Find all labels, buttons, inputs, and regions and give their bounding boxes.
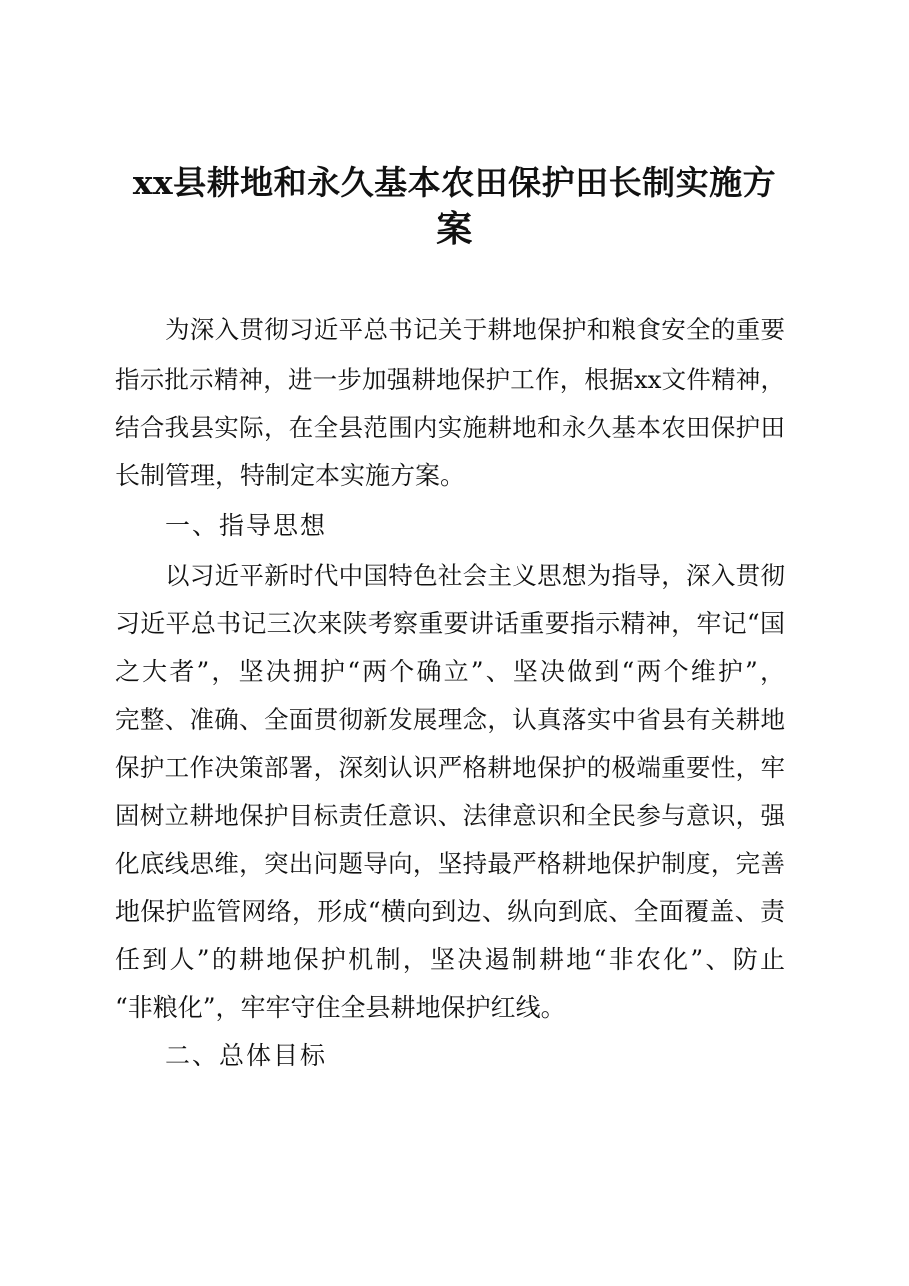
title-line-1: xx县耕地和永久基本农田保护田长制实施方	[132, 163, 777, 202]
section1-line-3: 之大者”，坚决拥护“两个确立”、坚决做到“两个维护”，	[115, 657, 785, 686]
title-line-2: 案	[436, 208, 473, 250]
section1-line-4: 完整、准确、全面贯彻新发展理念，认真落实中省县有关耕地	[115, 705, 785, 734]
section1-line-7: 化底线思维，突出问题导向，坚持最严格耕地保护制度，完善	[115, 849, 785, 878]
section1-line-5: 保护工作决策部署，深刻认识严格耕地保护的极端重要性，牢	[115, 753, 785, 782]
section1-line-6: 固树立耕地保护目标责任意识、法律意识和全民参与意识，强	[115, 801, 785, 830]
section1-line-8: 地保护监管网络，形成“横向到边、纵向到底、全面覆盖、责	[115, 897, 785, 926]
intro-line-1: 为深入贯彻习近平总书记关于耕地保护和粮食安全的重要	[165, 315, 785, 344]
document-title	[130, 160, 779, 252]
section1-line-9: 任到人”的耕地保护机制，坚决遏制耕地“非农化”、防止	[115, 945, 785, 974]
intro-line-4: 长制管理，特制定本实施方案。	[115, 461, 466, 490]
intro-line-2: 指示批示精神，进一步加强耕地保护工作，根据xx文件精神，	[115, 365, 785, 394]
section-heading-overall-goal: 二、总体目标	[165, 1041, 328, 1070]
intro-line-3: 结合我县实际，在全县范围内实施耕地和永久基本农田保护田	[115, 413, 785, 442]
section-heading-guiding-ideology: 一、指导思想	[165, 511, 328, 540]
section1-line-2: 习近平总书记三次来陕考察重要讲话重要指示精神，牢记“国	[115, 609, 785, 638]
section1-line-10: “非粮化”，牢牢守住全县耕地保护红线。	[115, 993, 566, 1022]
section1-line-1: 以习近平新时代中国特色社会主义思想为指导，深入贯彻	[165, 561, 785, 590]
